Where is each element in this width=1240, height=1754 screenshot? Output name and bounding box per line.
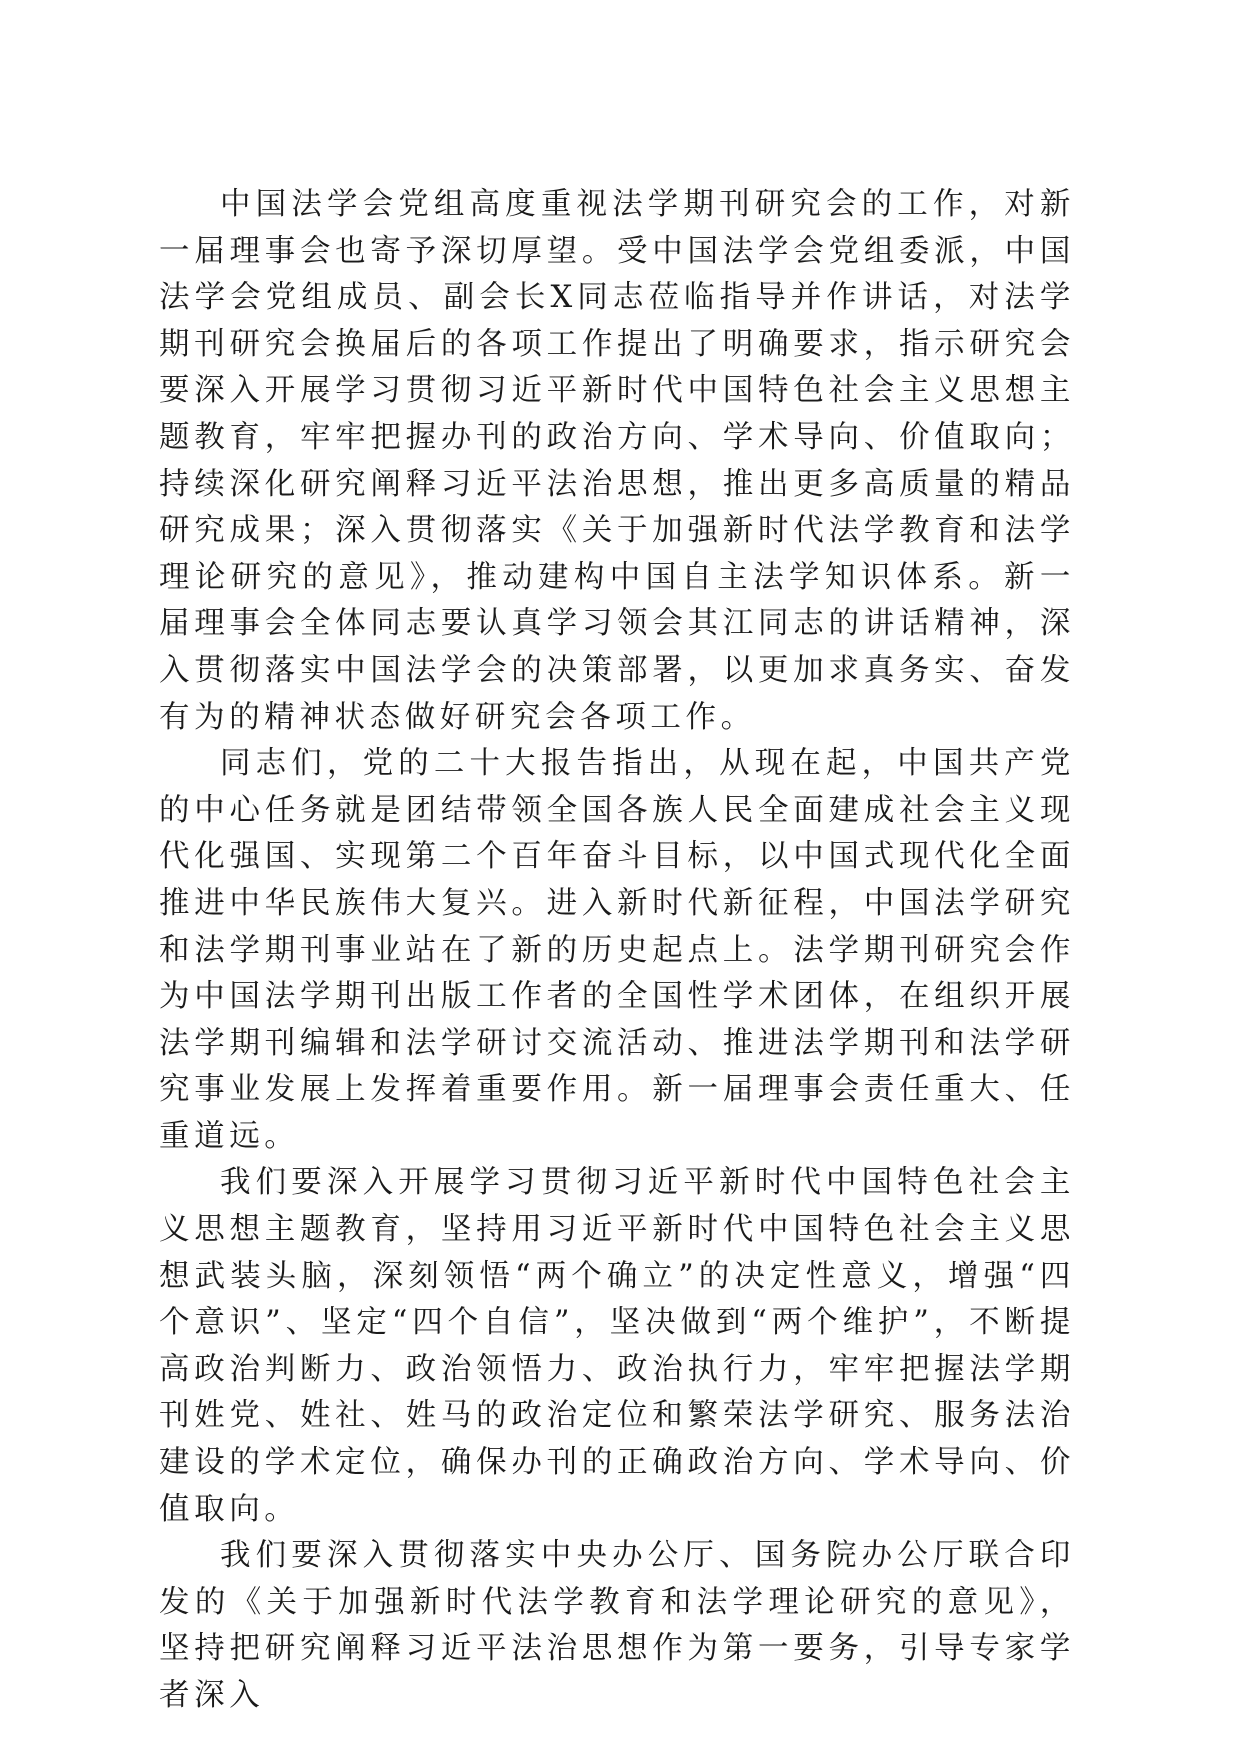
paragraph-4: 我们要深入贯彻落实中央办公厅、国务院办公厅联合印发的《关于加强新时代法学教育和法学理论研究的意见》，坚持把研究阐释习近平法治思想作为第一要务，引导专家学者深入 [159, 1538, 1075, 1713]
paragraph-3: 我们要深入开展学习贯彻习近平新时代中国特色社会主义思想主题教育，坚持用习近平新时代中国特色社会主义思想武装头脑，深刻领悟“两个确立”的决定性意义，增强“四个意识”、坚定“四个自信”，坚决做到“两个维护”，不断提高政治判断力、政治领悟力、政治执行力，牢牢把握法学期刊姓党、姓社、姓马的政治定位和繁荣法学研究、服务法治建设的学术定位，确保办刊的正确政治方向、学术导向、价值取向。 [159, 1165, 1075, 1527]
paragraph-1: 中国法学会党组高度重视法学期刊研究会的工作，对新一届理事会也寄予深切厚望。受中国法学会党组委派，中国法学会党组成员、副会长X同志莅临指导并作讲话，对法学期刊研究会换届后的各项工作提出了明确要求，指示研究会要深入开展学习贯彻习近平新时代中国特色社会主义思想主题教育，牢牢把握办刊的政治方向、学术导向、价值取向；持续深化研究阐释习近平法治思想，推出更多高质量的精品研究成果；深入贯彻落实《关于加强新时代法学教育和法学理论研究的意见》，推动建构中国自主法学知识体系。新一届理事会全体同志要认真学习领会其江同志的讲话精神，深入贯彻落实中国法学会的决策部署，以更加求真务实、奋发有为的精神状态做好研究会各项工作。 [159, 187, 1075, 735]
paragraph-2: 同志们，党的二十大报告指出，从现在起，中国共产党的中心任务就是团结带领全国各族人民全面建成社会主义现代化强国、实现第二个百年奋斗目标，以中国式现代化全面推进中华民族伟大复兴。进入新时代新征程，中国法学研究和法学期刊事业站在了新的历史起点上。法学期刊研究会作为中国法学期刊出版工作者的全国性学术团体，在组织开展法学期刊编辑和法学研讨交流活动、推进法学期刊和法学研究事业发展上发挥着重要作用。新一届理事会责任重大、任重道远。 [159, 746, 1075, 1154]
document-body [159, 182, 1075, 1720]
